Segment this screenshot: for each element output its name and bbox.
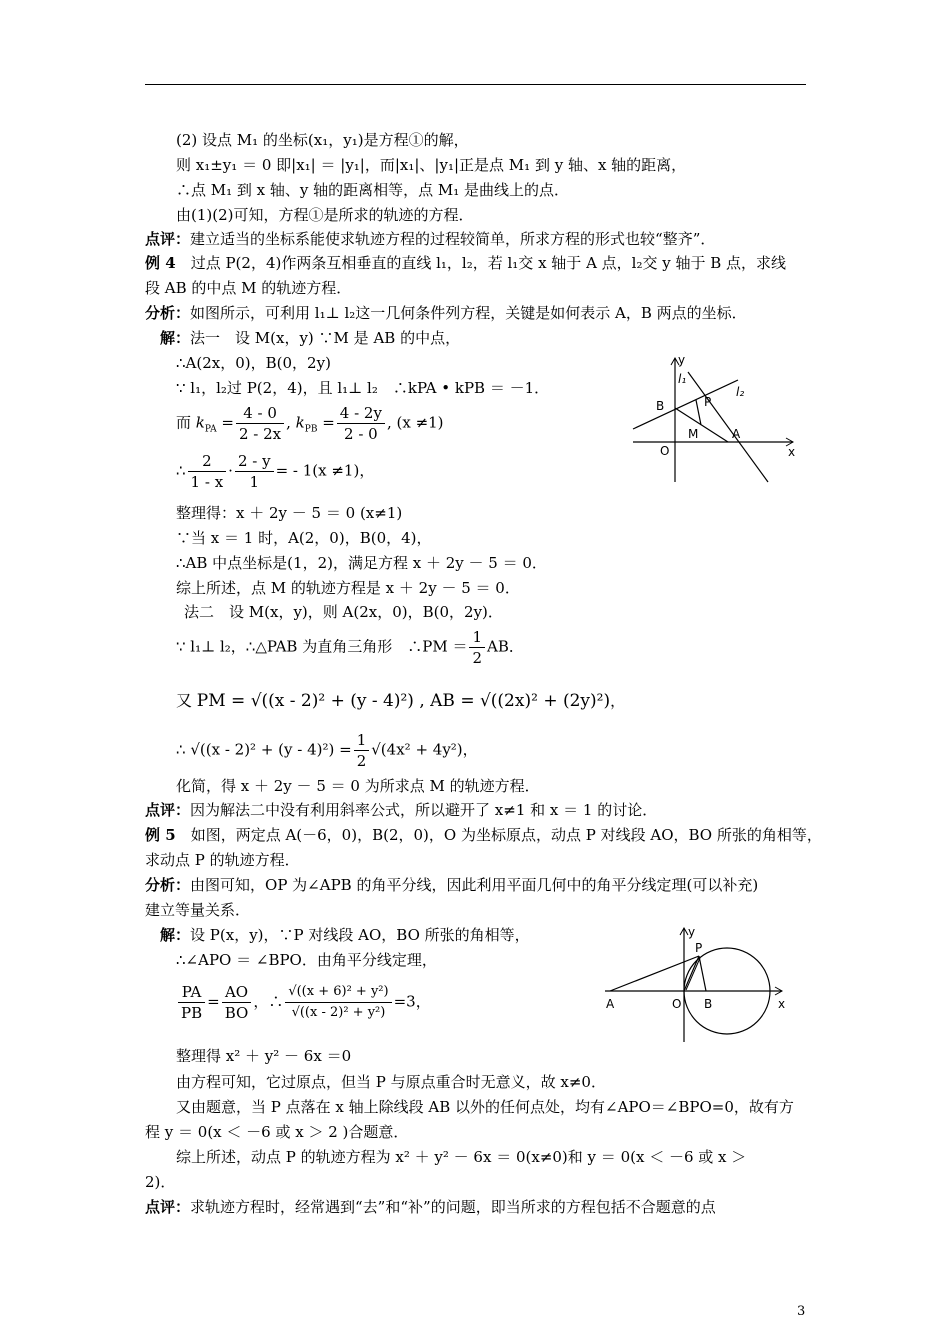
text-line: 段 AB 的中点 M 的轨迹方程． — [145, 279, 352, 297]
text-line: 程 y ＝ 0(x ＜ －6 或 x ＞ 2 )合题意． — [145, 1123, 409, 1141]
comment-label: 点评： — [145, 230, 191, 248]
pm-half-ab: ∵ l₁⊥ l₂，∴△PAB 为直角三角形 ∴PM ＝ $\frac{1}{2}$ AB． — [176, 628, 524, 667]
text-line: 法二 设 M(x，y)，则 A(2x，0)，B(0，2y)． — [184, 603, 503, 621]
svg-text:l₂: l₂ — [736, 385, 745, 399]
text-line: 又由题意，当 P 点落在 x 轴上除线段 AB 以外的任何点处，均有∠APO＝∠BPO=0，故有方 — [176, 1098, 794, 1116]
svg-text:x: x — [778, 997, 786, 1011]
text-line: 求动点 P 的轨迹方程． — [145, 851, 300, 869]
header-rule — [145, 84, 806, 85]
svg-text:A: A — [606, 997, 615, 1011]
text-line: 法一 设 M(x，y) ∵M 是 AB 的中点， — [190, 329, 461, 347]
text-line: 2)． — [145, 1173, 176, 1191]
svg-text:P: P — [695, 941, 703, 955]
text-line: ∵ l₁，l₂过 P(2，4)，且 l₁⊥ l₂ ∴kPA • kPB ＝ －1． — [176, 379, 550, 397]
svg-text:P: P — [704, 395, 712, 409]
text-line: 由方程可知，它过原点，但当 P 与原点重合时无意义，故 x≠0． — [176, 1073, 606, 1091]
example-label: 例 5 — [145, 826, 176, 844]
slope-product: ∴ $\frac{2}{1 - x}$ · $\frac{2 - y}{1}$ = - 1(x ≠1)， — [176, 452, 375, 491]
svg-text:B: B — [704, 997, 713, 1011]
text-line: 求轨迹方程时，经常遇到“去”和“补”的问题，即当所求的方程包括不合题意的点 — [190, 1198, 716, 1216]
svg-text:O: O — [672, 997, 682, 1011]
example-label: 例 4 — [145, 254, 176, 272]
solution-line — [160, 925, 530, 945]
text-line: 设 P(x，y)，∵P 对线段 AO，BO 所张的角相等， — [190, 926, 530, 944]
figure-perpendicular-lines — [628, 350, 803, 490]
text-line: ∴A(2x，0)，B(0，2y) — [176, 354, 331, 372]
comment-label: 点评： — [145, 1198, 191, 1216]
example-heading — [145, 253, 786, 273]
text-line: 因为解法二中没有利用斜率公式，所以避开了 x≠1 和 x ＝ 1 的讨论． — [190, 801, 658, 819]
analysis-paragraph — [145, 875, 758, 895]
figure-angle-bisector — [600, 920, 800, 1045]
svg-text:y: y — [678, 353, 686, 367]
svg-text:l₁: l₁ — [678, 372, 687, 386]
analysis-label: 分析： — [145, 876, 191, 894]
svg-text:y: y — [688, 925, 696, 939]
text-line: ∴∠APO ＝ ∠BPO．由角平分线定理， — [176, 951, 437, 969]
page-number: 3 — [797, 1304, 806, 1319]
comment-label: 点评： — [145, 801, 191, 819]
text-line: 整理得 x² ＋ y² － 6x ＝0 — [176, 1047, 352, 1065]
text-line: 过点 P(2，4)作两条互相垂直的直线 l₁，l₂，若 l₁交 x 轴于 A 点，l₂交 y 轴于 B 点，求线 — [190, 254, 787, 272]
pm-ab-definitions: 又 PM = √((x - 2)² + (y - 4)²) , AB = √((2x)² + (2y)²)， — [176, 691, 626, 711]
analysis-label: 分析： — [145, 304, 191, 322]
slope-formula: 而 $k_{PA}$ = $\frac{4 - 0}{2 - 2x}$ , $k_{PB}$ = $\frac{4 - 2y}{2 - 0}$ , (x ≠1) — [176, 404, 444, 443]
text-line: 综上所述，动点 P 的轨迹方程为 x² ＋ y² － 6x ＝ 0(x≠0)和 y ＝ 0(x ＜ －6 或 x ＞ — [176, 1148, 747, 1166]
solution-line — [160, 328, 460, 348]
text-line: 则 x₁±y₁ ＝ 0 即|x₁| ＝ |y₁|，而|x₁|、|y₁|正是点 M₁ 到 y 轴、x 轴的距离， — [176, 156, 687, 174]
text-line: 综上所述，点 M 的轨迹方程是 x ＋ 2y － 5 ＝ 0． — [176, 579, 520, 597]
example-heading — [145, 825, 822, 845]
text-line: 由图可知，OP 为∠APB 的角平分线，因此利用平面几何中的角平分线定理(可以补充) — [190, 876, 759, 894]
text-line: (2) 设点 M₁ 的坐标(x₁，y₁)是方程①的解， — [176, 131, 469, 149]
text-line: 化简，得 x ＋ 2y － 5 ＝ 0 为所求点 M 的轨迹方程． — [176, 777, 540, 795]
comment-paragraph — [145, 1197, 716, 1217]
text-line: 建立等量关系． — [145, 901, 251, 919]
comment-paragraph — [145, 800, 657, 820]
comment-paragraph — [145, 229, 715, 249]
text-line: ∴AB 中点坐标是(1，2)，满足方程 x ＋ 2y － 5 ＝ 0． — [176, 554, 547, 572]
solution-label: 解： — [160, 926, 191, 944]
text-line: 如图，两定点 A(－6，0)，B(2，0)，O 为坐标原点，动点 P 对线段 AO，BO 所张的角相等， — [190, 826, 822, 844]
text-line: 建立适当的坐标系能使求轨迹方程的过程较简单，所求方程的形式也较“整齐”． — [190, 230, 716, 248]
analysis-paragraph — [145, 303, 747, 323]
text-line: ∵当 x ＝ 1 时，A(2，0)，B(0，4)， — [176, 529, 432, 547]
text-line: 如图所示，可利用 l₁⊥ l₂这一几何条件列方程，关键是如何表示 A，B 两点的坐标． — [190, 304, 747, 322]
solution-label: 解： — [160, 329, 191, 347]
svg-text:M: M — [688, 427, 699, 441]
svg-text:B: B — [656, 399, 665, 413]
text-line: ∴点 M₁ 到 x 轴、y 轴的距离相等，点 M₁ 是曲线上的点． — [176, 181, 570, 199]
text-line: 由(1)(2)可知，方程①是所求的轨迹的方程． — [176, 206, 474, 224]
svg-text:O: O — [660, 444, 670, 458]
distance-equation: ∴ √((x - 2)² + (y - 4)²) = $\frac{1}{2}$ √(4x² + 4y²)， — [176, 731, 478, 770]
text-line: 整理得：x ＋ 2y － 5 ＝ 0 (x≠1) — [176, 504, 403, 522]
bisector-ratio: $\frac{PA}{PB}$ = $\frac{AO}{BO}$ ，∴ $\frac{\text{√((x + 6)² + y²)}}{\text{√((x - 2)² + y²)}}$ =3， — [176, 982, 431, 1023]
svg-text:A: A — [732, 427, 741, 441]
svg-text:x: x — [788, 445, 796, 459]
